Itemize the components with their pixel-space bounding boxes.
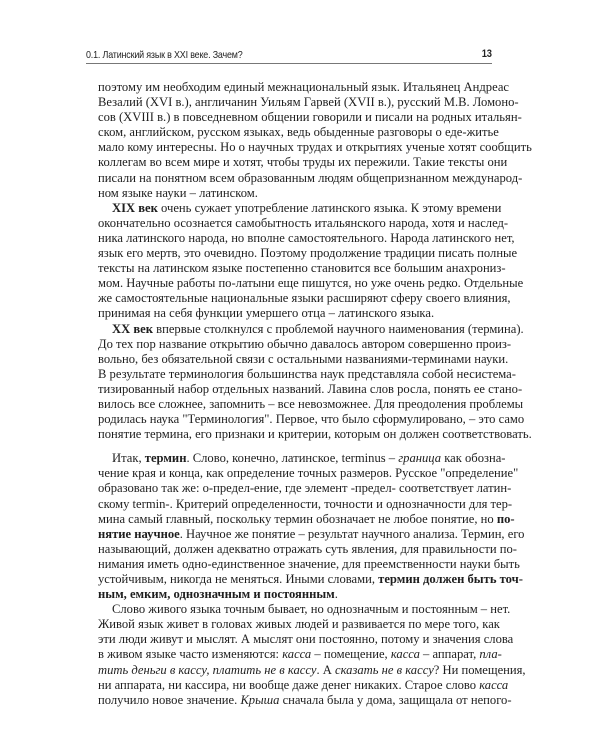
text-line: окончательно осознается самобытность итальянского народа, хотя и наслед- xyxy=(98,215,509,230)
text-line: Итак, термин. Слово, конечно, латинское, terminus – граница как обозна- xyxy=(112,451,506,466)
text-line: сов (XVIII в.) в повседневном общении говорили и писали на родных итальян- xyxy=(98,110,522,125)
text-line: До тех пор название открытию обычно давалось автором совершенно произ- xyxy=(98,336,512,351)
paragraph-living-language xyxy=(98,602,526,708)
text-line: Везалий (XVI в.), англичанин Уильям Гарвей (XVII в.), русский М.В. Ломоно- xyxy=(98,95,519,110)
text-line: нимания иметь одно-единственное значение, для преемственности науки быть xyxy=(98,556,520,571)
running-header xyxy=(86,47,492,64)
italic-term: граница xyxy=(398,451,442,466)
text-line: вольно, без обязательной связи с остальными названиями-терминами науки. xyxy=(98,351,509,366)
text-line: поэтому им необходим единый межнациональный язык. Итальянец Андреас xyxy=(98,80,510,94)
section-title: 0.1. Латинский язык в XXI веке. Зачем? xyxy=(86,49,243,61)
text-line: в живом языке часто изменяются: касса – помещение, касса – аппарат, пла- xyxy=(98,647,502,662)
text-line: мало кому интересны. Но о научных трудах и открытиях ученые хотят сообщить xyxy=(98,140,532,155)
text-line: называющий, должен адекватно отражать суть явления, для правильности по- xyxy=(98,541,517,556)
text-line: вилось все сложнее, запомнить – все невозможнее. Для преодоления проблемы xyxy=(98,396,524,411)
text-line: ным, емким, однозначным и постоянным. xyxy=(98,587,338,602)
text-line: тексты на латинском языке постепенно становится все большим анахрониз- xyxy=(98,261,506,276)
bold-lead: XIX век xyxy=(112,200,158,215)
text-line: В результате терминология большинства наук представляла собой несистема- xyxy=(98,366,516,381)
text-line: родилась наука "Терминология". Первое, что было сформулировано, – это само xyxy=(98,412,525,427)
text-line: тить деньги в кассу, платить не в кассу. А сказать не в кассу? Ни помещения, xyxy=(98,662,526,677)
text-line: получило новое значение. Крыша сначала была у дома, защищала от непого- xyxy=(98,692,512,707)
text-line: Слово живого языка точным бывает, но однозначным и постоянным – нет. xyxy=(112,602,511,617)
text-line: скому termin-. Критерий определенности, точности и однозначности для тер- xyxy=(98,496,513,511)
text-line: ском, английском, русском языках, ведь обыденные разговоры о еде-житье xyxy=(98,125,499,140)
text-line: образовано так же: о-предел-ение, где элемент -предел- соответствует латин- xyxy=(98,481,512,496)
paragraph-term-definition xyxy=(98,451,525,602)
text-line: XX век впервые столкнулся с проблемой научного наименования (термина). xyxy=(112,321,524,336)
text-line: мом. Научные работы по-латыни еще пишутся, но уже очень редко. Отдельные xyxy=(98,276,524,291)
text-line: XIX век очень сужает употребление латинского языка. К этому времени xyxy=(112,200,502,215)
text-line: ном языке науки – латинском. xyxy=(98,185,258,200)
page-number: 13 xyxy=(481,48,492,60)
bold-term: термин xyxy=(144,451,187,466)
text-line: ника латинского народа, но вполне самостоятельного. Народа латинского нет, xyxy=(98,230,515,245)
text-line: тизированный набор отдельных названий. Лавина слов росла, понять ее стано- xyxy=(98,381,523,396)
section-gap xyxy=(98,442,491,451)
text-line: эти люди живут и мыслят. А мыслят они постоянно, потому и значения слова xyxy=(98,632,514,647)
paragraph-xix-century xyxy=(98,200,524,322)
text-line: понятие термина, его признаки и критерии, которым он должен соответствовать. xyxy=(98,427,532,442)
paragraph-1 xyxy=(98,80,532,201)
text-line: Живой язык живет в головах живых людей и развивается по мере того, как xyxy=(98,617,500,632)
text-line: принимая на себя функции умершего отца – латинского языка. xyxy=(98,306,435,321)
bold-lead: XX век xyxy=(112,321,153,336)
text-line: ни аппарата, ни кассира, ни вообще даже денег никаких. Старое слово касса xyxy=(98,677,509,692)
text-line: коллегам во всем мире и хотят, чтобы труды их пережили. Такие тексты они xyxy=(98,155,508,170)
text-line: мина самый главный, поскольку термин обозначает не любое понятие, но по- xyxy=(98,511,515,526)
text-line: же самостоятельные национальные языки расширяют сферу своего влияния, xyxy=(98,291,511,306)
text-line: чение края и конца, как определение точных размеров. Русское "определение" xyxy=(98,466,519,481)
text-line: язык его мертв, это очевидно. Поэтому продолжение традиции писать полные xyxy=(98,246,518,261)
text-line: писали на понятном всем образованным людям общепризнанном международ- xyxy=(98,170,523,185)
text-line: нятие научное. Научное же понятие – результат научного анализа. Термин, его xyxy=(98,526,525,541)
body-text xyxy=(98,80,532,708)
paragraph-xx-century xyxy=(98,321,532,443)
text-line: устойчивым, никогда не меняться. Иными словами, термин должен быть точ- xyxy=(98,572,523,586)
